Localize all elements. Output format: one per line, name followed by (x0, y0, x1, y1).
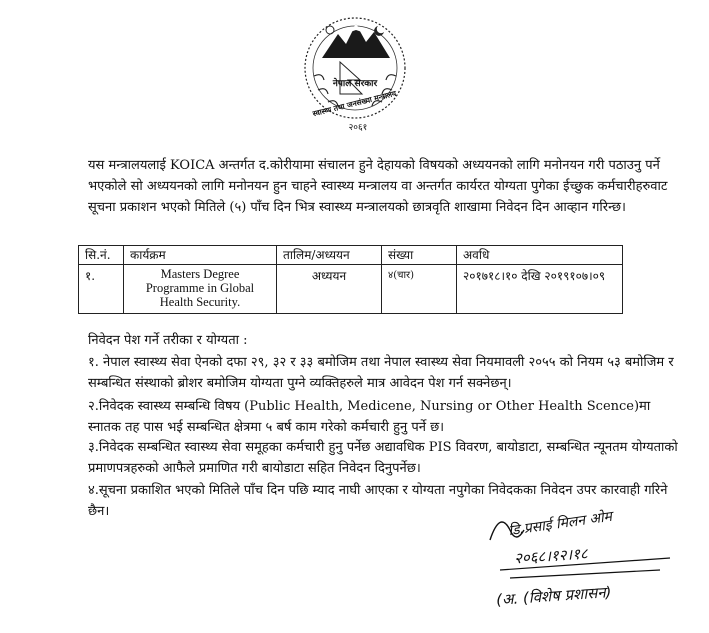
government-seal (300, 6, 410, 134)
signature-block (480, 500, 680, 630)
requirement-item-2: २.निवेदक स्वास्थ्य सम्बन्धि विषय (Public Health, Medicene, Nursing or Other Health Scence)मा स्नातक तह पास भई सम्बन्धित क्षेत्रमा ५ बर्ष काम गरेको कर्मचारी हुनु पर्ने छ। (88, 399, 651, 435)
table-header-row (79, 246, 623, 265)
cell-serial: १. (79, 265, 124, 314)
seal-line2: स्वास्थ्य तथा जनसंख्या मन्त्रालय (311, 88, 398, 119)
cell-program: Masters Degree Programme in Global Health Security. (124, 265, 277, 314)
signature-name: डि.प्रसाई मिलन ओम (507, 508, 614, 540)
seal-line1: नेपाल सरकार (332, 79, 378, 89)
cell-type: अध्ययन (277, 265, 382, 314)
requirements-title: निवेदन पेश गर्ने तरीका र योग्यता : (88, 333, 248, 348)
intro-paragraph: यस मन्त्रालयलाई KOICA अन्तर्गत द.कोरीयामा संचालन हुने देहायको विषयको अध्ययनको लागि मनोनयन गरी पठाउनु पर्ने भएकोले सो अध्ययनको लागि मनोनयन हुन चाहने स्वास्थ्य मन्त्रालय वा अन्तर्गत कार्यरत योग्यता पुगेका ईच्छुक कर्मचारीहरुवाट सूचना प्रकाशन भएको मितिले (५) पाँच दिन भित्र स्वास्थ्य मन्त्रालयको छात्रवृति शाखामा निवेदन दिन आव्हान गरिन्छ। (88, 158, 668, 215)
requirement-item-1: १. नेपाल स्वास्थ्य सेवा ऐनको दफा २९, ३२ र ३३ बमोजिम तथा नेपाल स्वास्थ्य सेवा नियमावली २०५५ को नियम ५३ बमोजिम र सम्बन्धित संस्थाको ब्रोशर बमोजिम योग्यता पुग्ने व्यक्तिहरुले मात्र आवेदन पेश गर्न सक्नेछन्। (88, 355, 674, 391)
header-type: तालिम/अध्ययन (277, 246, 382, 265)
requirement-item-4: ४.सूचना प्रकाशित भएको मितिले पाँच दिन पछि म्याद नाघी आएका र योग्यता नपुगेका निवेदकका निवेदन उपर कारवाही गरिने छैन। (88, 483, 668, 519)
cell-period: २०१७१८।१० देखि २०१९१०७।०९ (457, 265, 623, 314)
header-period: अवधि (457, 246, 623, 265)
program-table (78, 245, 623, 314)
cell-count: ४(चार) (382, 265, 457, 314)
seal-emblem-icon (300, 6, 410, 134)
signature-date: २०६८।१२।१८ (513, 544, 589, 568)
table-row (79, 265, 623, 314)
header-serial: सि.नं. (79, 246, 124, 265)
seal-year: २०६१ (348, 123, 368, 133)
header-count: संख्या (382, 246, 457, 265)
signature-title: (अ. (विशेष प्रशासन) (495, 582, 613, 610)
header-program: कार्यक्रम (124, 246, 277, 265)
requirement-item-3: ३.निवेदक सम्बन्धित स्वास्थ्य सेवा समूहका कर्मचारी हुनु पर्नेछ अद्यावधिक PIS विवरण, बायोडाटा, सम्बन्धित न्यूनतम योग्यताको प्रमाणपत्रहरुको आफैले प्रमाणित गरी बायोडाटा सहित निवेदन दिनुपर्नेछ। (88, 440, 678, 476)
